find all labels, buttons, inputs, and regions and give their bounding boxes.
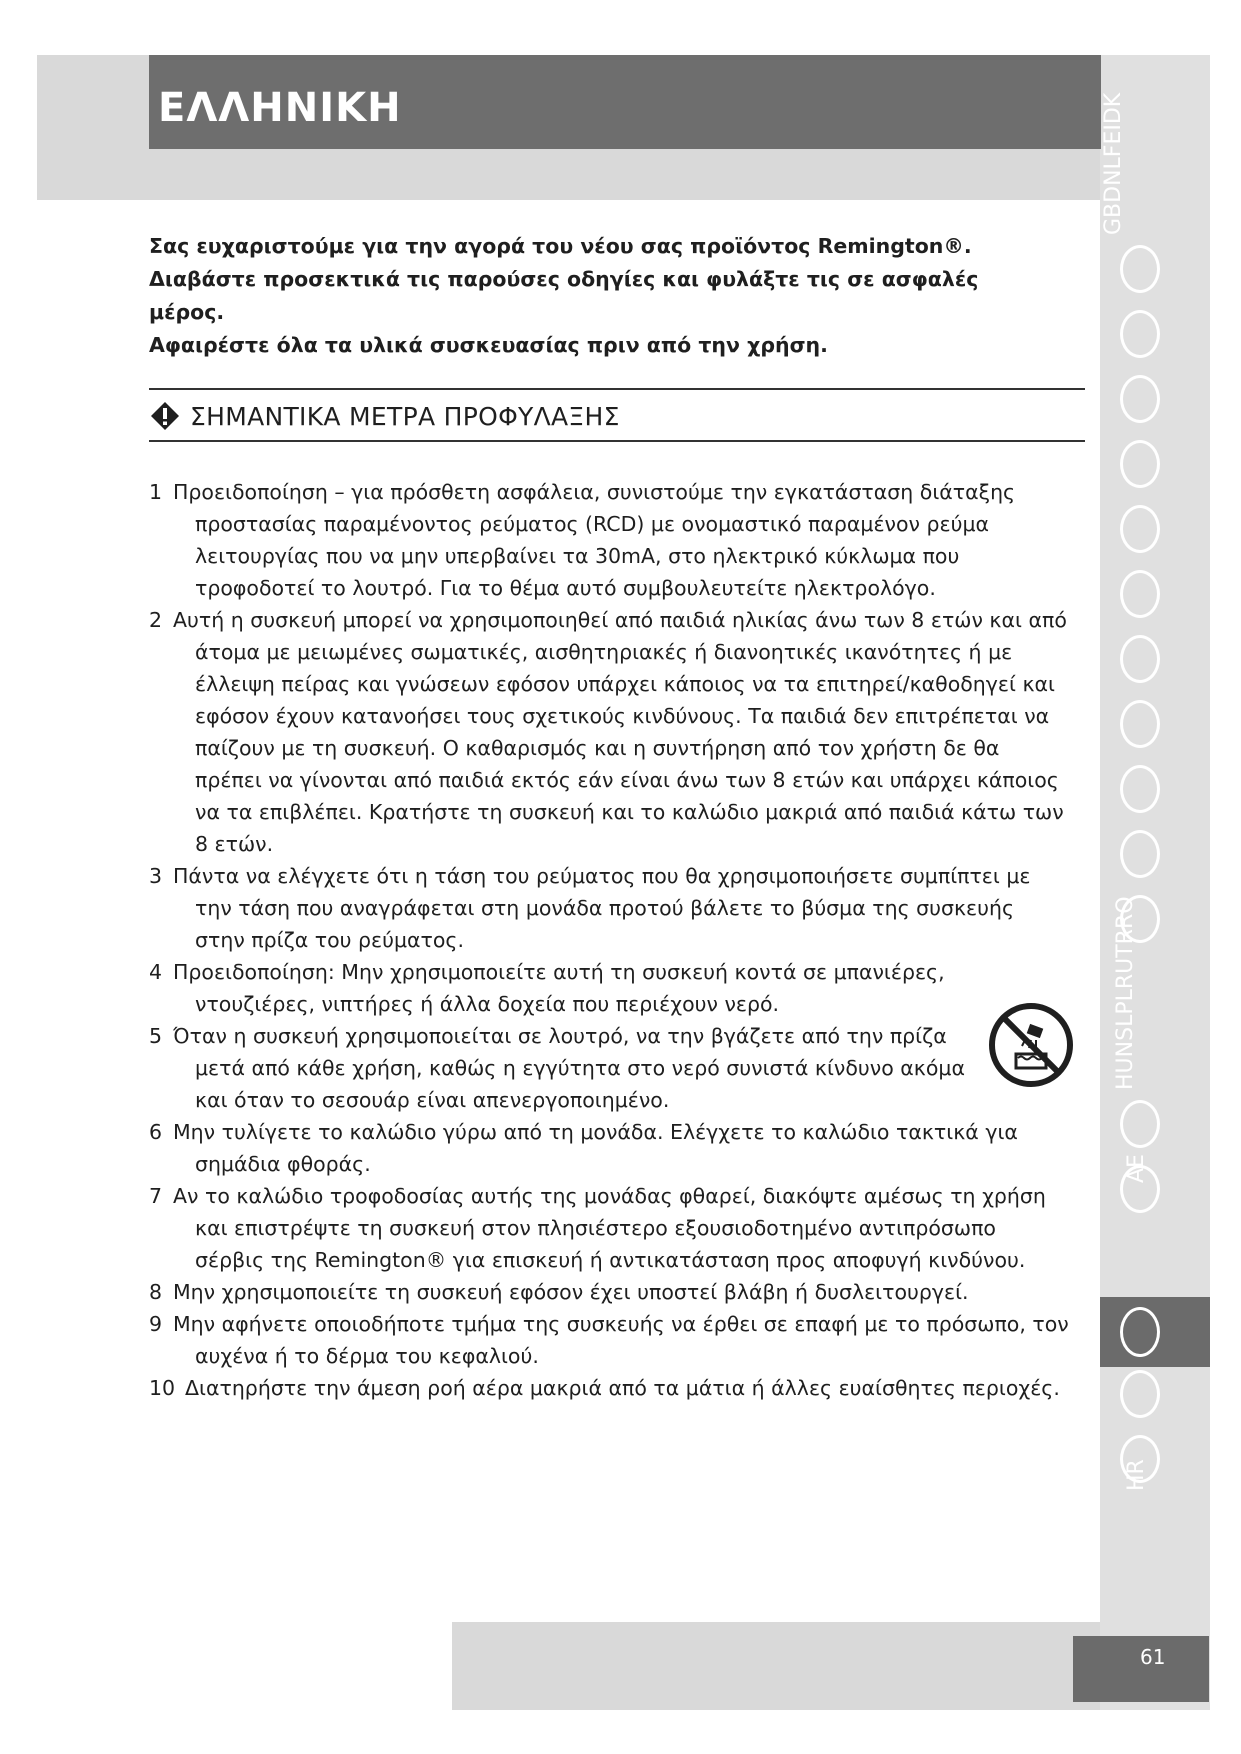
item-text: Προειδοποίηση – για πρόσθετη ασφάλεια, συνιστούμε την εγκατάσταση διάταξης προστασίας παραμένοντος ρεύματος (RCD) με ονομαστικό παραμένον ρεύμα λειτουργίας που να μην υπερβαίνει τα 30mA, στο ηλεκτρικό κύκλωμα που τροφοδοτεί το λουτρό. Για το θέμα αυτό συμβουλευτείτε ηλεκτρολόγο. — [173, 480, 1016, 600]
section-rule-bottom — [149, 440, 1085, 442]
language-tab-label-lower[interactable]: AE — [1124, 1154, 1149, 1183]
item-number: 10 — [149, 1376, 176, 1400]
language-tab-circle[interactable] — [1120, 700, 1160, 748]
list-item — [149, 604, 1069, 860]
language-tab-label-middle[interactable]: HUNSLPLRUTRRO — [1113, 896, 1138, 1090]
item-text: Μην χρησιμοποιείτε τη συσκευή εφόσον έχει υποστεί βλάβη ή δυσλειτουργεί. — [173, 1280, 969, 1304]
page-frame-bottom — [452, 1622, 1100, 1710]
item-text: Πάντα να ελέγχετε ότι η τάση του ρεύματος που θα χρησιμοποιήσετε συμπίπτει με την τάση που αναγράφεται στη μονάδα προτού βάλετε το βύσμα της συσκευής στην πρίζα του ρεύματος. — [173, 864, 1031, 952]
language-tab-circle[interactable] — [1120, 1370, 1160, 1418]
item-text: Αυτή η συσκευή μπορεί να χρησιμοποιηθεί από παιδιά ηλικίας άνω των 8 ετών και από άτομα με μειωμένες σωματικές, αισθητηριακές ή διανοητικές ικανότητες ή με έλλειψη πείρας και γνώσεων εφόσον υπάρχει κάποιος να τα επιτηρεί/καθοδηγεί και εφόσον έχουν κατανοήσει τους σχετικούς κινδύνους. Τα παιδιά δεν επιτρέπεται να παίζουν με τη συσκευή. Ο καθαρισμός και η συντήρηση από τον χρήστη δε θα πρέπει να γίνονται από παιδιά εκτός εάν είναι άνω των 8 ετών και υπάρχει κάποιος να τα επιβλέπει. Κρατήστε τη συσκευή και το καλώδιο μακριά από παιδιά κάτω των 8 ετών. — [173, 608, 1067, 856]
list-item — [149, 1308, 1069, 1372]
list-item — [149, 1276, 1069, 1308]
language-tab-circle[interactable] — [1120, 375, 1160, 423]
item-text: Προειδοποίηση: Μην χρησιμοποιείτε αυτή τη συσκευή κοντά σε μπανιέρες, ντουζιέρες, νιπτήρες ή άλλα δοχεία που περιέχουν νερό. — [173, 960, 945, 1016]
section-heading-text: ΣΗΜΑΝΤΙΚΑ ΜΕΤΡΑ ΠΡΟΦΥΛΑΞΗΣ — [190, 401, 620, 431]
language-tab-label-bottom[interactable]: HR — [1124, 1459, 1149, 1491]
item-number: 2 — [149, 608, 163, 632]
page-title: ΕΛΛΗΝΙΚΗ — [158, 85, 402, 131]
intro-line: Σας ευχαριστούμε για την αγορά του νέου σας προϊόντος Remington®. — [149, 234, 972, 258]
list-item — [149, 1372, 1069, 1404]
item-number: 7 — [149, 1184, 163, 1208]
item-number: 5 — [149, 1024, 163, 1048]
language-tab-circle[interactable] — [1120, 765, 1160, 813]
intro-text — [149, 230, 1049, 362]
section-heading — [150, 398, 620, 434]
item-text: Μην τυλίγετε το καλώδιο γύρω από τη μονάδα. Ελέγχετε το καλώδιο τακτικά για σημάδια φθοράς. — [173, 1120, 1018, 1176]
language-tab-circle[interactable] — [1120, 440, 1160, 488]
section-rule-top — [149, 388, 1085, 390]
list-item — [149, 860, 1069, 956]
list-item — [149, 1020, 975, 1116]
item-number: 8 — [149, 1280, 163, 1304]
item-number: 4 — [149, 960, 163, 984]
intro-line: Αφαιρέστε όλα τα υλικά συσκευασίας πριν από την χρήση. — [149, 333, 828, 357]
item-number: 6 — [149, 1120, 163, 1144]
precautions-list — [149, 476, 1069, 1404]
language-tab-circle[interactable] — [1120, 245, 1160, 293]
language-tabs — [1100, 55, 1210, 1615]
warning-diamond-icon — [150, 401, 180, 431]
item-number: 1 — [149, 480, 163, 504]
active-language-tab-circle — [1120, 1307, 1160, 1357]
item-text: Διατηρήστε την άμεση ροή αέρα μακριά από τα μάτια ή άλλες ευαίσθητες περιοχές. — [185, 1376, 1060, 1400]
list-item — [149, 1180, 1069, 1276]
page-number: 61 — [1140, 1645, 1166, 1669]
item-number: 9 — [149, 1312, 163, 1336]
list-item — [149, 476, 1069, 604]
language-tab-label-top[interactable]: GBDNLFEIDK — [1101, 92, 1126, 235]
language-tab-circle[interactable] — [1120, 570, 1160, 618]
item-text: Όταν η συσκευή χρησιμοποιείται σε λουτρό, να την βγάζετε από την πρίζα μετά από κάθε χρήση, καθώς η εγγύτητα στο νερό συνιστά κίνδυνο ακόμα και όταν το σεσουάρ είναι απενεργοποιημένο. — [173, 1024, 965, 1112]
item-number: 3 — [149, 864, 163, 888]
language-tab-circle[interactable] — [1120, 1100, 1160, 1148]
item-text: Μην αφήνετε οποιοδήποτε τμήμα της συσκευής να έρθει σε επαφή με το πρόσωπο, τον αυχένα ή το δέρμα του κεφαλιού. — [173, 1312, 1069, 1368]
language-tab-circle[interactable] — [1120, 635, 1160, 683]
intro-line: Διαβάστε προσεκτικά τις παρούσες οδηγίες και φυλάξτε τις σε ασφαλές μέρος. — [149, 267, 979, 324]
language-tab-circle[interactable] — [1120, 830, 1160, 878]
no-water-near-bath-icon — [988, 1002, 1074, 1088]
list-item — [149, 956, 975, 1020]
language-tab-circle[interactable] — [1120, 310, 1160, 358]
item-text: Αν το καλώδιο τροφοδοσίας αυτής της μονάδας φθαρεί, διακόψτε αμέσως τη χρήση και επιστρέψτε τη συσκευή στον πλησιέστερο εξουσιοδοτημένο αντιπρόσωπο σέρβις της Remington® για επισκευή ή αντικατάσταση προς αποφυγή κινδύνου. — [173, 1184, 1046, 1272]
list-item — [149, 1116, 1069, 1180]
language-tab-circle[interactable] — [1120, 505, 1160, 553]
